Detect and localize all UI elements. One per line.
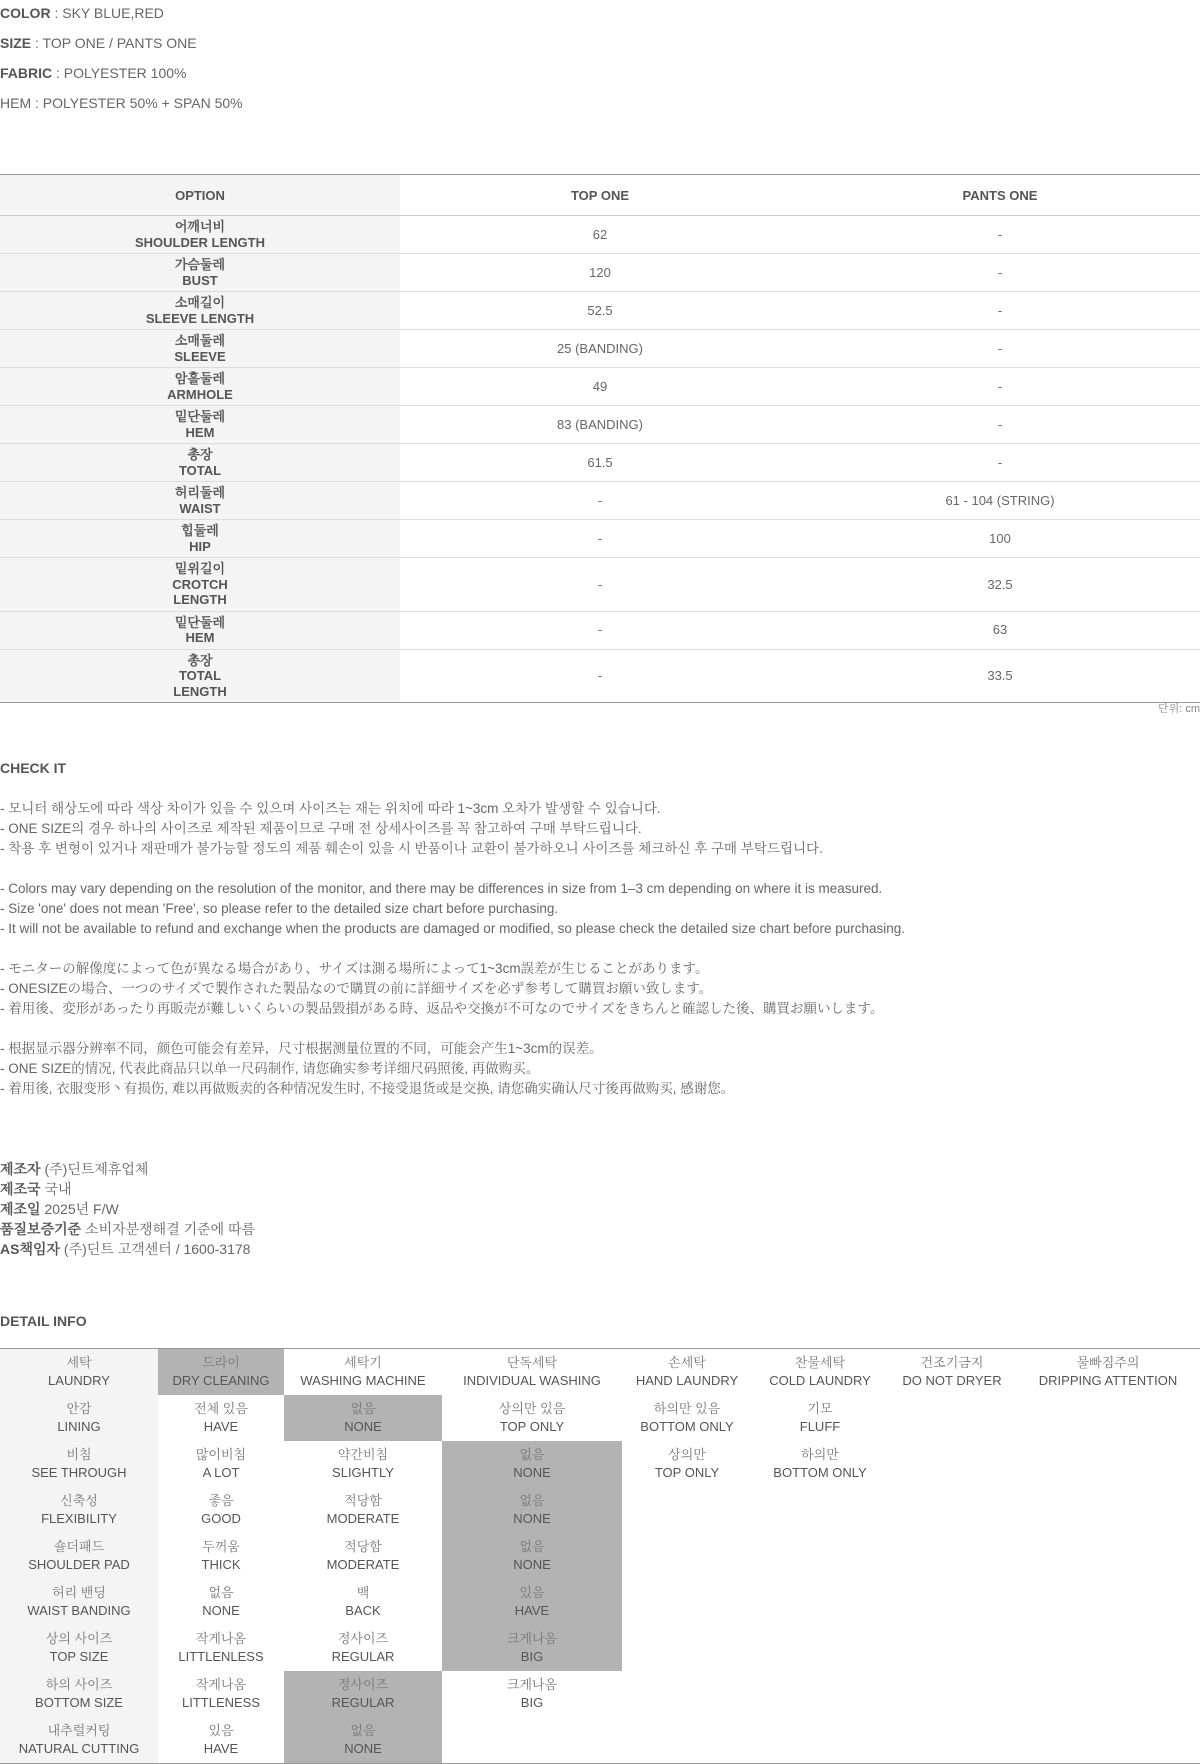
detail-en: DRY CLEANING bbox=[172, 1373, 270, 1388]
detail-option bbox=[1016, 1487, 1200, 1533]
detail-ko: 건조기금지 bbox=[920, 1355, 984, 1370]
detail-ko: 비침 bbox=[66, 1447, 92, 1462]
detail-ko: 적당함 bbox=[344, 1539, 382, 1554]
detail-ko: 있음 bbox=[519, 1585, 545, 1600]
note-line: - Colors may vary depending on the resolution of the monitor, and there may be differences in size from 1–3 cm depending on where it is measured. bbox=[0, 881, 883, 896]
detail-en: TOP ONLY bbox=[499, 1419, 565, 1434]
size-option-cell bbox=[0, 330, 400, 368]
detail-ko: 약간비침 bbox=[337, 1447, 389, 1462]
detail-category bbox=[0, 1533, 158, 1579]
header-pants-one: PANTS ONE bbox=[800, 175, 1200, 216]
detail-ko: 백 bbox=[356, 1585, 370, 1600]
option-ko: 허리둘레 bbox=[174, 485, 226, 500]
note-line: - ONESIZEの場合、一つのサイズで製作された製品なので購買の前に詳細サイズを必ず参考して購買お願い致します。 bbox=[0, 981, 713, 996]
detail-en: GOOD bbox=[201, 1511, 241, 1526]
detail-ko: 하의만 bbox=[801, 1447, 839, 1462]
table-row bbox=[0, 406, 1200, 444]
detail-ko: 좋음 bbox=[208, 1493, 234, 1508]
maker-line bbox=[0, 1199, 255, 1219]
detail-row bbox=[0, 1671, 1200, 1717]
detail-option bbox=[284, 1441, 442, 1487]
detail-ko: 기모 bbox=[807, 1401, 833, 1416]
pants-one-value: - bbox=[800, 368, 1200, 406]
detail-en: A LOT bbox=[202, 1465, 240, 1480]
table-row bbox=[0, 482, 1200, 520]
detail-option bbox=[888, 1533, 1016, 1579]
note-line: - It will not be available to refund and exchange when the products are damaged or modified, so please check the detailed size chart before purchasing. bbox=[0, 921, 906, 936]
detail-option bbox=[1016, 1395, 1200, 1441]
detail-ko: 없음 bbox=[208, 1585, 234, 1600]
detail-ko: 내추럴커팅 bbox=[47, 1723, 111, 1738]
detail-option bbox=[888, 1671, 1016, 1717]
detail-en: NONE bbox=[344, 1741, 382, 1756]
detail-ko: 많이비침 bbox=[195, 1447, 247, 1462]
detail-en: THICK bbox=[201, 1557, 241, 1572]
detail-en: INDIVIDUAL WASHING bbox=[463, 1373, 601, 1388]
detail-en: BIG bbox=[520, 1649, 544, 1664]
detail-row bbox=[0, 1717, 1200, 1764]
detail-option bbox=[1016, 1441, 1200, 1487]
maker-value: 소비자분쟁해결 기준에 따름 bbox=[85, 1221, 256, 1237]
note-group bbox=[0, 799, 1200, 859]
detail-option-selected bbox=[284, 1717, 442, 1764]
detail-en: MODERATE bbox=[326, 1511, 400, 1526]
detail-option bbox=[442, 1349, 622, 1396]
option-ko: 밑단둘레 bbox=[174, 409, 226, 424]
detail-ko: 정사이즈 bbox=[337, 1631, 389, 1646]
detail-ko: 안감 bbox=[66, 1401, 92, 1416]
size-option-cell bbox=[0, 611, 400, 649]
detail-en: BOTTOM ONLY bbox=[640, 1419, 734, 1434]
top-one-value: 83 (BANDING) bbox=[400, 406, 800, 444]
maker-label: 제조국 bbox=[0, 1181, 41, 1197]
option-en2: LENGTH bbox=[173, 592, 227, 607]
pants-one-value: - bbox=[800, 216, 1200, 254]
detail-option bbox=[888, 1487, 1016, 1533]
detail-en: HAND LAUNDRY bbox=[635, 1373, 739, 1388]
detail-en: BIG bbox=[520, 1695, 544, 1710]
detail-option bbox=[1016, 1717, 1200, 1764]
detail-ko: 없음 bbox=[519, 1539, 545, 1554]
note-line: - ONE SIZE의 경우 하나의 사이즈로 제작된 제품이므로 구매 전 상세사이즈를 꼭 참고하여 구매 부탁드립니다. bbox=[0, 821, 642, 836]
size-option-cell bbox=[0, 558, 400, 612]
maker-value: 2025년 F/W bbox=[44, 1201, 119, 1217]
detail-option bbox=[158, 1441, 284, 1487]
detail-option bbox=[158, 1717, 284, 1764]
detail-option-selected bbox=[442, 1625, 622, 1671]
header-option: OPTION bbox=[0, 175, 400, 216]
detail-option bbox=[158, 1625, 284, 1671]
detail-ko: 찬물세탁 bbox=[794, 1355, 846, 1370]
option-en: TOTAL bbox=[178, 668, 222, 683]
option-ko: 암홀둘레 bbox=[174, 371, 226, 386]
detail-option bbox=[158, 1579, 284, 1625]
detail-option bbox=[622, 1395, 752, 1441]
note-group bbox=[0, 879, 1200, 939]
size-option-cell bbox=[0, 482, 400, 520]
maker-label: 품질보증기준 bbox=[0, 1221, 82, 1237]
option-en: HEM bbox=[185, 630, 215, 645]
detail-ko: 허리 밴딩 bbox=[52, 1585, 106, 1600]
option-ko: 소매둘레 bbox=[174, 333, 226, 348]
size-option-cell bbox=[0, 406, 400, 444]
detail-en: HAVE bbox=[203, 1419, 239, 1434]
maker-label: AS책임자 bbox=[0, 1241, 61, 1257]
detail-option bbox=[442, 1671, 622, 1717]
detail-ko: 물빠짐주의 bbox=[1076, 1355, 1140, 1370]
detail-option bbox=[442, 1395, 622, 1441]
detail-option bbox=[622, 1717, 752, 1764]
detail-row bbox=[0, 1487, 1200, 1533]
table-row bbox=[0, 444, 1200, 482]
maker-value: (주)딘트제휴업체 bbox=[44, 1161, 149, 1177]
table-row bbox=[0, 558, 1200, 612]
detail-ko: 신축성 bbox=[60, 1493, 98, 1508]
detail-option bbox=[284, 1487, 442, 1533]
size-option-cell bbox=[0, 368, 400, 406]
detail-option-selected bbox=[442, 1579, 622, 1625]
detail-row bbox=[0, 1441, 1200, 1487]
detail-category bbox=[0, 1441, 158, 1487]
detail-en: REGULAR bbox=[331, 1649, 395, 1664]
detail-category bbox=[0, 1671, 158, 1717]
pants-one-value: - bbox=[800, 254, 1200, 292]
detail-ko: 작게나옴 bbox=[195, 1677, 247, 1692]
detail-en: LITTLENESS bbox=[181, 1695, 261, 1710]
detail-option bbox=[752, 1395, 888, 1441]
detail-en: WASHING MACHINE bbox=[300, 1373, 426, 1388]
detail-ko: 크게나옴 bbox=[506, 1631, 558, 1646]
spec-size: SIZE : TOP ONE / PANTS ONE bbox=[0, 35, 197, 51]
maker-line bbox=[0, 1159, 255, 1179]
detail-option bbox=[622, 1579, 752, 1625]
detail-en: COLD LAUNDRY bbox=[769, 1373, 871, 1388]
detail-option bbox=[752, 1717, 888, 1764]
detail-option bbox=[284, 1349, 442, 1396]
detail-category bbox=[0, 1395, 158, 1441]
option-ko: 총장 bbox=[187, 652, 213, 668]
detail-row bbox=[0, 1625, 1200, 1671]
top-one-value: 62 bbox=[400, 216, 800, 254]
top-one-value: 61.5 bbox=[400, 444, 800, 482]
detail-category bbox=[0, 1487, 158, 1533]
top-one-value: - bbox=[400, 520, 800, 558]
detail-en: LITTLENLESS bbox=[178, 1649, 264, 1664]
detail-en: NONE bbox=[344, 1419, 382, 1434]
option-ko: 밑단둘레 bbox=[174, 614, 226, 630]
maker-value: 국내 bbox=[44, 1181, 72, 1197]
option-en: SHOULDER LENGTH bbox=[135, 234, 265, 250]
table-row bbox=[0, 520, 1200, 558]
top-one-value: 25 (BANDING) bbox=[400, 330, 800, 368]
option-en: HIP bbox=[189, 538, 211, 554]
check-it-title: CHECK IT bbox=[0, 760, 67, 776]
pants-one-value: - bbox=[800, 330, 1200, 368]
detail-en: TOP ONLY bbox=[654, 1465, 720, 1480]
spec-color: COLOR : SKY BLUE,RED bbox=[0, 5, 164, 21]
detail-ko: 세탁기 bbox=[344, 1355, 382, 1370]
option-en: WAIST bbox=[179, 500, 221, 516]
detail-row bbox=[0, 1395, 1200, 1441]
detail-option bbox=[622, 1487, 752, 1533]
detail-option bbox=[1016, 1533, 1200, 1579]
detail-option bbox=[284, 1533, 442, 1579]
detail-option bbox=[1016, 1349, 1200, 1396]
size-table-header bbox=[0, 175, 1200, 216]
spec-hem: HEM : POLYESTER 50% + SPAN 50% bbox=[0, 95, 243, 111]
detail-ko: 상의 사이즈 bbox=[45, 1631, 113, 1646]
table-row bbox=[0, 292, 1200, 330]
table-row bbox=[0, 254, 1200, 292]
note-line: - 着用後、変形があったり再販売が難しいくらいの製品毀損がある時、返品や交換が不可なのでサイズをきちんと確認した後、購買お願いします。 bbox=[0, 1001, 884, 1016]
detail-ko: 하의 사이즈 bbox=[45, 1677, 113, 1692]
detail-en: NONE bbox=[202, 1603, 240, 1618]
pants-one-value: 100 bbox=[800, 520, 1200, 558]
detail-option bbox=[888, 1349, 1016, 1396]
detail-en: NATURAL CUTTING bbox=[18, 1741, 140, 1756]
detail-option bbox=[888, 1579, 1016, 1625]
detail-option-selected bbox=[442, 1487, 622, 1533]
note-group bbox=[0, 1039, 1200, 1099]
detail-ko: 하의만 있음 bbox=[653, 1401, 721, 1416]
detail-option bbox=[442, 1717, 622, 1764]
detail-option bbox=[158, 1671, 284, 1717]
size-option-cell bbox=[0, 520, 400, 558]
detail-ko: 숄더패드 bbox=[53, 1539, 105, 1554]
product-spec bbox=[0, 0, 243, 120]
detail-ko: 단독세탁 bbox=[506, 1355, 558, 1370]
detail-info-title: DETAIL INFO bbox=[0, 1313, 87, 1329]
detail-en: BOTTOM ONLY bbox=[773, 1465, 867, 1480]
size-option-cell bbox=[0, 216, 400, 254]
detail-ko: 두꺼움 bbox=[202, 1539, 240, 1554]
detail-option-selected bbox=[442, 1533, 622, 1579]
detail-en: FLEXIBILITY bbox=[41, 1511, 117, 1526]
detail-en: HAVE bbox=[514, 1603, 550, 1618]
option-ko: 소매길이 bbox=[174, 295, 226, 310]
detail-row bbox=[0, 1349, 1200, 1396]
header-top-one: TOP ONE bbox=[400, 175, 800, 216]
top-one-value: - bbox=[400, 558, 800, 612]
maker-line bbox=[0, 1179, 255, 1199]
detail-en: MODERATE bbox=[326, 1557, 400, 1572]
maker-label: 제조일 bbox=[0, 1201, 41, 1217]
detail-category bbox=[0, 1717, 158, 1764]
detail-ko: 없음 bbox=[519, 1447, 545, 1462]
size-table bbox=[0, 174, 1200, 703]
detail-ko: 작게나옴 bbox=[195, 1631, 247, 1646]
size-option-cell bbox=[0, 649, 400, 703]
note-group bbox=[0, 959, 1200, 1019]
detail-option bbox=[752, 1349, 888, 1396]
detail-ko: 없음 bbox=[350, 1723, 376, 1738]
maker-value: (주)딘트 고객센터 / 1600-3178 bbox=[63, 1241, 251, 1257]
pants-one-value: 32.5 bbox=[800, 558, 1200, 612]
pants-one-value: 63 bbox=[800, 611, 1200, 649]
table-row bbox=[0, 368, 1200, 406]
size-option-cell bbox=[0, 254, 400, 292]
detail-info-table bbox=[0, 1348, 1200, 1764]
option-ko: 총장 bbox=[187, 447, 213, 462]
detail-ko: 전체 있음 bbox=[194, 1401, 248, 1416]
detail-option bbox=[622, 1625, 752, 1671]
detail-en: SEE THROUGH bbox=[31, 1465, 127, 1480]
detail-option bbox=[888, 1625, 1016, 1671]
size-option-cell bbox=[0, 292, 400, 330]
option-ko: 힙둘레 bbox=[181, 523, 219, 538]
detail-en: LINING bbox=[57, 1419, 101, 1434]
detail-option bbox=[888, 1441, 1016, 1487]
note-line: - Size 'one' does not mean 'Free', so please refer to the detailed size chart before purchasing. bbox=[0, 901, 559, 916]
option-en: CROTCH bbox=[172, 576, 228, 592]
detail-option bbox=[888, 1395, 1016, 1441]
detail-en: BACK bbox=[345, 1603, 381, 1618]
detail-ko: 세탁 bbox=[66, 1355, 92, 1370]
detail-option-selected bbox=[284, 1671, 442, 1717]
detail-option bbox=[158, 1487, 284, 1533]
detail-option bbox=[752, 1487, 888, 1533]
table-row bbox=[0, 649, 1200, 703]
size-option-cell bbox=[0, 444, 400, 482]
detail-en: NONE bbox=[513, 1465, 551, 1480]
detail-en: SLIGHTLY bbox=[332, 1465, 394, 1480]
option-en: HEM bbox=[185, 424, 215, 440]
option-en: SLEEVE LENGTH bbox=[145, 310, 255, 326]
detail-option bbox=[752, 1533, 888, 1579]
detail-option bbox=[284, 1579, 442, 1625]
detail-option-selected bbox=[158, 1349, 284, 1396]
detail-option bbox=[888, 1717, 1016, 1764]
detail-category bbox=[0, 1579, 158, 1625]
detail-option bbox=[752, 1441, 888, 1487]
detail-ko: 없음 bbox=[519, 1493, 545, 1508]
detail-ko: 크게나옴 bbox=[506, 1677, 558, 1692]
detail-en: TOP SIZE bbox=[49, 1649, 109, 1664]
detail-ko: 상의만 bbox=[668, 1447, 706, 1462]
detail-option bbox=[1016, 1625, 1200, 1671]
detail-option-selected bbox=[442, 1441, 622, 1487]
detail-row bbox=[0, 1579, 1200, 1625]
spec-fabric: FABRIC : POLYESTER 100% bbox=[0, 65, 187, 81]
detail-en: FLUFF bbox=[799, 1419, 841, 1434]
option-ko: 밑위길이 bbox=[174, 561, 226, 576]
note-line: - 根据显示器分辨率不同，颜色可能会有差异，尺寸根据测量位置的不同，可能会产生1~3cm的误差。 bbox=[0, 1041, 603, 1056]
detail-option bbox=[158, 1395, 284, 1441]
option-en2: LENGTH bbox=[173, 683, 227, 699]
table-row bbox=[0, 330, 1200, 368]
top-one-value: 52.5 bbox=[400, 292, 800, 330]
option-en: ARMHOLE bbox=[167, 386, 233, 402]
pants-one-value: - bbox=[800, 292, 1200, 330]
detail-ko: 적당함 bbox=[344, 1493, 382, 1508]
detail-ko: 드라이 bbox=[202, 1355, 240, 1370]
detail-en: BOTTOM SIZE bbox=[35, 1695, 123, 1710]
detail-ko: 없음 bbox=[350, 1401, 376, 1416]
note-line: - ONE SIZE的情况, 代表此商品只以单一尺码制作, 请您确实参考详细尺码照後, 再做购买。 bbox=[0, 1061, 540, 1076]
detail-option bbox=[622, 1671, 752, 1717]
option-en: TOTAL bbox=[178, 462, 222, 478]
option-en: BUST bbox=[182, 272, 218, 288]
maker-line bbox=[0, 1239, 255, 1259]
detail-en: DO NOT DRYER bbox=[902, 1373, 1002, 1388]
detail-option bbox=[752, 1671, 888, 1717]
pants-one-value: 61 - 104 (STRING) bbox=[800, 482, 1200, 520]
top-one-value: 120 bbox=[400, 254, 800, 292]
maker-line bbox=[0, 1219, 255, 1239]
option-ko: 어깨너비 bbox=[174, 219, 226, 234]
note-line: - 모니터 해상도에 따라 색상 차이가 있을 수 있으며 사이즈는 재는 위치에 따라 1~3cm 오차가 발생할 수 있습니다. bbox=[0, 801, 661, 816]
option-ko: 가슴둘레 bbox=[174, 257, 226, 272]
table-row bbox=[0, 611, 1200, 649]
detail-option bbox=[622, 1441, 752, 1487]
detail-ko: 정사이즈 bbox=[337, 1677, 389, 1692]
detail-ko: 손세탁 bbox=[668, 1355, 706, 1370]
option-en: SLEEVE bbox=[174, 348, 226, 364]
check-it-notes bbox=[0, 799, 1200, 1119]
detail-ko: 있음 bbox=[208, 1723, 234, 1738]
detail-option-selected bbox=[284, 1395, 442, 1441]
detail-en: DRIPPING ATTENTION bbox=[1038, 1373, 1178, 1388]
detail-option bbox=[1016, 1671, 1200, 1717]
detail-en: REGULAR bbox=[331, 1695, 395, 1710]
detail-en: NONE bbox=[513, 1511, 551, 1526]
table-row bbox=[0, 216, 1200, 254]
detail-option bbox=[284, 1625, 442, 1671]
pants-one-value: - bbox=[800, 406, 1200, 444]
unit-label: 단위: cm bbox=[1157, 703, 1200, 715]
note-line: - モニターの解像度によって色が異なる場合があり、サイズは測る場所によって1~3cm誤差が生じることがあります。 bbox=[0, 961, 709, 976]
pants-one-value: 33.5 bbox=[800, 649, 1200, 703]
detail-option bbox=[622, 1349, 752, 1396]
detail-option bbox=[1016, 1579, 1200, 1625]
maker-label: 제조자 bbox=[0, 1161, 41, 1177]
note-line: - 着用後, 衣服变形丶有损伤, 难以再做贩卖的各种情况发生时, 不接受退货或是交换, 请您确实确认尺寸後再做购买, 感谢您。 bbox=[0, 1081, 735, 1096]
detail-en: HAVE bbox=[203, 1741, 239, 1756]
detail-ko: 상의만 있음 bbox=[498, 1401, 566, 1416]
detail-row bbox=[0, 1533, 1200, 1579]
pants-one-value: - bbox=[800, 444, 1200, 482]
top-one-value: - bbox=[400, 611, 800, 649]
detail-en: WAIST BANDING bbox=[27, 1603, 131, 1618]
top-one-value: - bbox=[400, 649, 800, 703]
detail-category bbox=[0, 1625, 158, 1671]
manufacturer-info bbox=[0, 1159, 255, 1259]
detail-option bbox=[752, 1625, 888, 1671]
note-line: - 착용 후 변형이 있거나 재판매가 불가능할 정도의 제품 훼손이 있을 시 반품이나 교환이 불가하오니 사이즈를 체크하신 후 구매 부탁드립니다. bbox=[0, 841, 823, 856]
top-one-value: 49 bbox=[400, 368, 800, 406]
detail-option bbox=[158, 1533, 284, 1579]
detail-en: NONE bbox=[513, 1557, 551, 1572]
detail-category bbox=[0, 1349, 158, 1396]
top-one-value: - bbox=[400, 482, 800, 520]
detail-en: SHOULDER PAD bbox=[28, 1557, 130, 1572]
detail-option bbox=[752, 1579, 888, 1625]
detail-option bbox=[622, 1533, 752, 1579]
detail-en: LAUNDRY bbox=[48, 1373, 110, 1388]
